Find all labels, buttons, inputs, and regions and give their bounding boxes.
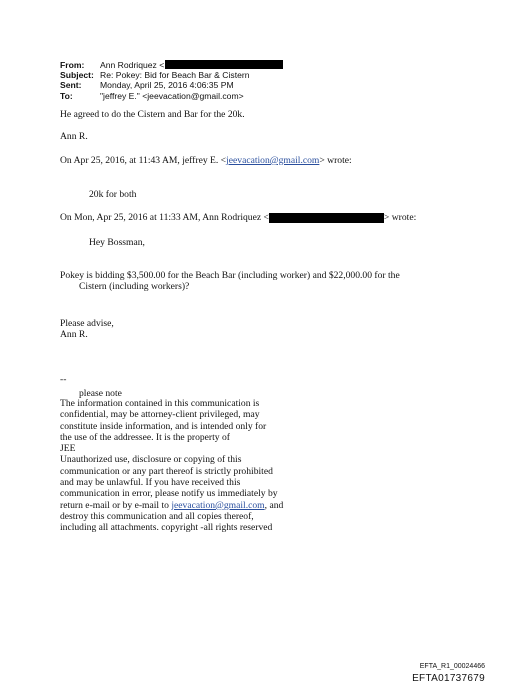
quote-header-2-suffix: > wrote: [383, 212, 417, 223]
signature-2: Ann R. [60, 329, 88, 340]
greeting: Hey Bossman, [89, 237, 145, 248]
email-link[interactable]: jeevacation@gmail.com [171, 499, 265, 511]
disclaimer-line: confidential, may be attorney-client privileged, may [60, 409, 260, 421]
disclaimer-email-suffix: , and [264, 499, 284, 511]
disclaimer-line: and may be unlawful. If you have received this [60, 477, 241, 489]
disclaimer-note: please note [79, 388, 122, 399]
email-header [60, 60, 283, 101]
sent-value: Monday, April 25, 2016 4:06:35 PM [100, 80, 234, 91]
subject-label: Subject: [60, 70, 94, 81]
disclaimer-email-prefix: return e-mail or by e-mail to [60, 499, 172, 511]
bates-ref-2: EFTA01737679 [412, 673, 485, 684]
disclaimer-line: the use of the addressee. It is the property of [60, 431, 230, 443]
bates-ref-1: EFTA_R1_00024466 [419, 663, 485, 670]
signature-1: Ann R. [60, 131, 88, 142]
to-label: To: [60, 90, 73, 101]
quote-header-2-prefix: On Mon, Apr 25, 2016 at 11:33 AM, Ann Rodriquez < [60, 212, 269, 223]
disclaimer-line: Unauthorized use, disclosure or copying of this [60, 454, 242, 466]
sent-label: Sent: [60, 80, 82, 91]
quote-header-1-prefix: On Apr 25, 2016, at 11:43 AM, jeffrey E. < [60, 155, 227, 166]
bid-line-2: Cistern (including workers)? [79, 281, 190, 292]
from-value: Ann Rodriquez < [100, 60, 165, 70]
to-row [60, 91, 283, 101]
sent-row [60, 80, 283, 90]
disclaimer-line: The information contained in this communication is [60, 398, 260, 409]
disclaimer-block [60, 398, 283, 534]
body-line-1: He agreed to do the Cistern and Bar for the 20k. [60, 109, 245, 120]
redaction-box [165, 60, 283, 69]
quote-header-1-suffix: > wrote: [319, 155, 352, 166]
email-link[interactable]: jeevacation@gmail.com [226, 155, 320, 166]
advise-line: Please advise, [60, 318, 114, 329]
subject-row [60, 70, 283, 80]
quote-header-1 [60, 155, 352, 166]
disclaimer-line: constitute inside information, and is intended only for [60, 420, 267, 432]
quote-header-2 [60, 212, 416, 223]
disclaimer-email-line [60, 500, 283, 511]
from-row [60, 60, 283, 70]
subject-value: Re: Pokey: Bid for Beach Bar & Cistern [100, 70, 250, 81]
redaction-box [269, 213, 384, 223]
reply-1: 20k for both [89, 189, 137, 200]
disclaimer-line: communication or any part thereof is strictly prohibited [60, 465, 273, 477]
bid-line-1: Pokey is bidding $3,500.00 for the Beach Bar (including worker) and $22,000.00 for the [60, 270, 400, 281]
signature-dashes: -- [60, 374, 67, 385]
disclaimer-line: including all attachments. copyright -all rights reserved [60, 522, 273, 534]
disclaimer-line: communication in error, please notify us immediately by [60, 488, 278, 500]
to-value: "jeffrey E." <jeevacation@gmail.com> [100, 90, 244, 101]
disclaimer-line: JEE [60, 443, 76, 455]
disclaimer-line: destroy this communication and all copies thereof, [60, 510, 254, 522]
from-label: From: [60, 60, 85, 70]
